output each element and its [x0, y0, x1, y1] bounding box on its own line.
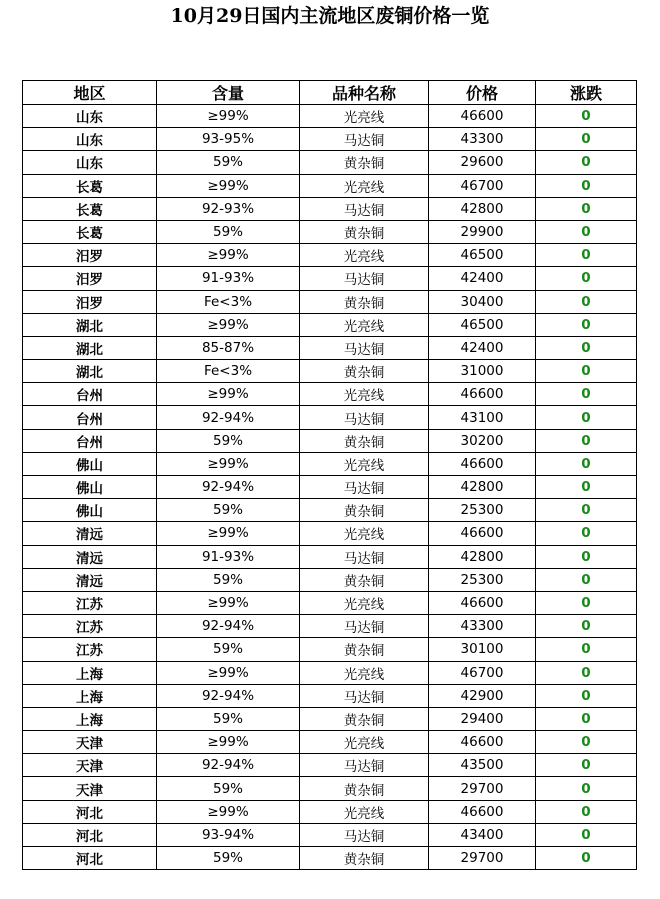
- change-cell: 0: [536, 522, 637, 545]
- change-cell: 0: [536, 197, 637, 220]
- table-row: [23, 244, 637, 267]
- variety-cell: 马达铜: [300, 684, 429, 707]
- region-cell: 清远: [23, 522, 157, 545]
- variety-cell: 黄杂铜: [300, 707, 429, 730]
- price-cell: 46600: [429, 105, 536, 128]
- price-cell: 46700: [429, 661, 536, 684]
- column-header-change: 涨跌: [536, 81, 637, 105]
- price-cell: 46500: [429, 313, 536, 336]
- table-row: [23, 267, 637, 290]
- price-cell: 43300: [429, 128, 536, 151]
- price-cell: 46600: [429, 731, 536, 754]
- content-cell: 59%: [157, 151, 300, 174]
- price-table: [22, 80, 637, 870]
- variety-cell: 黄杂铜: [300, 290, 429, 313]
- table-row: [23, 128, 637, 151]
- content-cell: ≥99%: [157, 244, 300, 267]
- change-cell: 0: [536, 568, 637, 591]
- content-cell: 59%: [157, 499, 300, 522]
- region-cell: 佛山: [23, 452, 157, 475]
- price-cell: 42400: [429, 267, 536, 290]
- price-cell: 43300: [429, 615, 536, 638]
- content-cell: ≥99%: [157, 383, 300, 406]
- change-cell: 0: [536, 823, 637, 846]
- content-cell: 85-87%: [157, 336, 300, 359]
- price-cell: 31000: [429, 360, 536, 383]
- price-cell: 42800: [429, 545, 536, 568]
- table-row: [23, 707, 637, 730]
- table-row: [23, 684, 637, 707]
- region-cell: 清远: [23, 568, 157, 591]
- region-cell: 天津: [23, 731, 157, 754]
- variety-cell: 黄杂铜: [300, 638, 429, 661]
- change-cell: 0: [536, 684, 637, 707]
- region-cell: 湖北: [23, 313, 157, 336]
- table-row: [23, 174, 637, 197]
- table-row: [23, 847, 637, 870]
- variety-cell: 黄杂铜: [300, 360, 429, 383]
- table-row: [23, 105, 637, 128]
- change-cell: 0: [536, 754, 637, 777]
- content-cell: 92-94%: [157, 684, 300, 707]
- variety-cell: 黄杂铜: [300, 220, 429, 243]
- price-cell: 42800: [429, 476, 536, 499]
- price-cell: 30400: [429, 290, 536, 313]
- table-row: [23, 522, 637, 545]
- variety-cell: 光亮线: [300, 800, 429, 823]
- change-cell: 0: [536, 105, 637, 128]
- price-cell: 30200: [429, 429, 536, 452]
- price-cell: 25300: [429, 499, 536, 522]
- region-cell: 江苏: [23, 615, 157, 638]
- column-header-region: 地区: [23, 81, 157, 105]
- content-cell: ≥99%: [157, 522, 300, 545]
- region-cell: 台州: [23, 429, 157, 452]
- content-cell: Fe<3%: [157, 290, 300, 313]
- variety-cell: 黄杂铜: [300, 847, 429, 870]
- region-cell: 佛山: [23, 499, 157, 522]
- change-cell: 0: [536, 267, 637, 290]
- change-cell: 0: [536, 128, 637, 151]
- variety-cell: 马达铜: [300, 754, 429, 777]
- table-row: [23, 661, 637, 684]
- price-cell: 29700: [429, 777, 536, 800]
- table-row: [23, 615, 637, 638]
- variety-cell: 马达铜: [300, 197, 429, 220]
- content-cell: 59%: [157, 707, 300, 730]
- content-cell: 59%: [157, 220, 300, 243]
- table-row: [23, 336, 637, 359]
- content-cell: ≥99%: [157, 661, 300, 684]
- variety-cell: 马达铜: [300, 545, 429, 568]
- variety-cell: 光亮线: [300, 522, 429, 545]
- region-cell: 汨罗: [23, 244, 157, 267]
- content-cell: ≥99%: [157, 174, 300, 197]
- table-row: [23, 731, 637, 754]
- content-cell: ≥99%: [157, 313, 300, 336]
- region-cell: 上海: [23, 684, 157, 707]
- price-cell: 46700: [429, 174, 536, 197]
- change-cell: 0: [536, 707, 637, 730]
- table-row: [23, 197, 637, 220]
- variety-cell: 马达铜: [300, 476, 429, 499]
- table-row: [23, 383, 637, 406]
- table-row: [23, 638, 637, 661]
- region-cell: 长葛: [23, 174, 157, 197]
- region-cell: 上海: [23, 707, 157, 730]
- content-cell: 91-93%: [157, 267, 300, 290]
- variety-cell: 光亮线: [300, 731, 429, 754]
- variety-cell: 黄杂铜: [300, 151, 429, 174]
- region-cell: 河北: [23, 800, 157, 823]
- table-row: [23, 777, 637, 800]
- price-cell: 29700: [429, 847, 536, 870]
- table-row: [23, 406, 637, 429]
- change-cell: 0: [536, 452, 637, 475]
- variety-cell: 光亮线: [300, 383, 429, 406]
- content-cell: ≥99%: [157, 800, 300, 823]
- content-cell: 92-94%: [157, 615, 300, 638]
- region-cell: 山东: [23, 128, 157, 151]
- change-cell: 0: [536, 777, 637, 800]
- content-cell: 59%: [157, 847, 300, 870]
- price-cell: 43400: [429, 823, 536, 846]
- change-cell: 0: [536, 406, 637, 429]
- variety-cell: 光亮线: [300, 661, 429, 684]
- change-cell: 0: [536, 360, 637, 383]
- region-cell: 湖北: [23, 360, 157, 383]
- variety-cell: 光亮线: [300, 244, 429, 267]
- change-cell: 0: [536, 661, 637, 684]
- column-header-price: 价格: [429, 81, 536, 105]
- region-cell: 山东: [23, 151, 157, 174]
- variety-cell: 马达铜: [300, 128, 429, 151]
- variety-cell: 马达铜: [300, 823, 429, 846]
- variety-cell: 黄杂铜: [300, 568, 429, 591]
- region-cell: 台州: [23, 406, 157, 429]
- change-cell: 0: [536, 545, 637, 568]
- region-cell: 河北: [23, 847, 157, 870]
- change-cell: 0: [536, 383, 637, 406]
- content-cell: ≥99%: [157, 105, 300, 128]
- region-cell: 天津: [23, 754, 157, 777]
- variety-cell: 光亮线: [300, 452, 429, 475]
- price-cell: 25300: [429, 568, 536, 591]
- price-cell: 43500: [429, 754, 536, 777]
- price-cell: 46600: [429, 383, 536, 406]
- change-cell: 0: [536, 847, 637, 870]
- price-cell: 29900: [429, 220, 536, 243]
- region-cell: 汨罗: [23, 290, 157, 313]
- table-row: [23, 545, 637, 568]
- content-cell: 59%: [157, 777, 300, 800]
- variety-cell: 光亮线: [300, 174, 429, 197]
- change-cell: 0: [536, 731, 637, 754]
- table-body: [23, 105, 637, 870]
- table-row: [23, 452, 637, 475]
- variety-cell: 马达铜: [300, 336, 429, 359]
- region-cell: 上海: [23, 661, 157, 684]
- content-cell: 93-95%: [157, 128, 300, 151]
- content-cell: ≥99%: [157, 591, 300, 614]
- region-cell: 江苏: [23, 638, 157, 661]
- price-cell: 46600: [429, 522, 536, 545]
- table-row: [23, 499, 637, 522]
- region-cell: 清远: [23, 545, 157, 568]
- change-cell: 0: [536, 429, 637, 452]
- change-cell: 0: [536, 290, 637, 313]
- price-cell: 43100: [429, 406, 536, 429]
- variety-cell: 黄杂铜: [300, 499, 429, 522]
- content-cell: 92-93%: [157, 197, 300, 220]
- table-header-row: [23, 81, 637, 105]
- price-cell: 46500: [429, 244, 536, 267]
- page-title: 10月29日国内主流地区废铜价格一览: [170, 5, 490, 27]
- table-row: [23, 290, 637, 313]
- price-cell: 30100: [429, 638, 536, 661]
- price-cell: 42900: [429, 684, 536, 707]
- price-cell: 42400: [429, 336, 536, 359]
- region-cell: 长葛: [23, 197, 157, 220]
- table-row: [23, 313, 637, 336]
- content-cell: 91-93%: [157, 545, 300, 568]
- variety-cell: 马达铜: [300, 267, 429, 290]
- change-cell: 0: [536, 638, 637, 661]
- content-cell: ≥99%: [157, 731, 300, 754]
- table-row: [23, 476, 637, 499]
- region-cell: 佛山: [23, 476, 157, 499]
- change-cell: 0: [536, 174, 637, 197]
- content-cell: 59%: [157, 568, 300, 591]
- region-cell: 湖北: [23, 336, 157, 359]
- content-cell: Fe<3%: [157, 360, 300, 383]
- change-cell: 0: [536, 499, 637, 522]
- variety-cell: 光亮线: [300, 591, 429, 614]
- change-cell: 0: [536, 476, 637, 499]
- price-cell: 46600: [429, 800, 536, 823]
- variety-cell: 光亮线: [300, 105, 429, 128]
- region-cell: 河北: [23, 823, 157, 846]
- change-cell: 0: [536, 591, 637, 614]
- content-cell: 59%: [157, 638, 300, 661]
- change-cell: 0: [536, 244, 637, 267]
- table-row: [23, 823, 637, 846]
- price-cell: 46600: [429, 591, 536, 614]
- change-cell: 0: [536, 336, 637, 359]
- change-cell: 0: [536, 151, 637, 174]
- region-cell: 天津: [23, 777, 157, 800]
- region-cell: 江苏: [23, 591, 157, 614]
- variety-cell: 马达铜: [300, 615, 429, 638]
- price-cell: 42800: [429, 197, 536, 220]
- table-row: [23, 151, 637, 174]
- price-cell: 29400: [429, 707, 536, 730]
- variety-cell: 黄杂铜: [300, 777, 429, 800]
- change-cell: 0: [536, 313, 637, 336]
- table-row: [23, 754, 637, 777]
- table-row: [23, 429, 637, 452]
- price-cell: 46600: [429, 452, 536, 475]
- region-cell: 长葛: [23, 220, 157, 243]
- table-row: [23, 220, 637, 243]
- content-cell: ≥99%: [157, 452, 300, 475]
- region-cell: 汨罗: [23, 267, 157, 290]
- variety-cell: 马达铜: [300, 406, 429, 429]
- price-cell: 29600: [429, 151, 536, 174]
- change-cell: 0: [536, 615, 637, 638]
- change-cell: 0: [536, 800, 637, 823]
- table-row: [23, 800, 637, 823]
- content-cell: 92-94%: [157, 476, 300, 499]
- content-cell: 92-94%: [157, 754, 300, 777]
- content-cell: 59%: [157, 429, 300, 452]
- table-row: [23, 360, 637, 383]
- region-cell: 山东: [23, 105, 157, 128]
- region-cell: 台州: [23, 383, 157, 406]
- variety-cell: 光亮线: [300, 313, 429, 336]
- column-header-content: 含量: [157, 81, 300, 105]
- table-row: [23, 568, 637, 591]
- column-header-variety: 品种名称: [300, 81, 429, 105]
- content-cell: 92-94%: [157, 406, 300, 429]
- variety-cell: 黄杂铜: [300, 429, 429, 452]
- content-cell: 93-94%: [157, 823, 300, 846]
- change-cell: 0: [536, 220, 637, 243]
- table-row: [23, 591, 637, 614]
